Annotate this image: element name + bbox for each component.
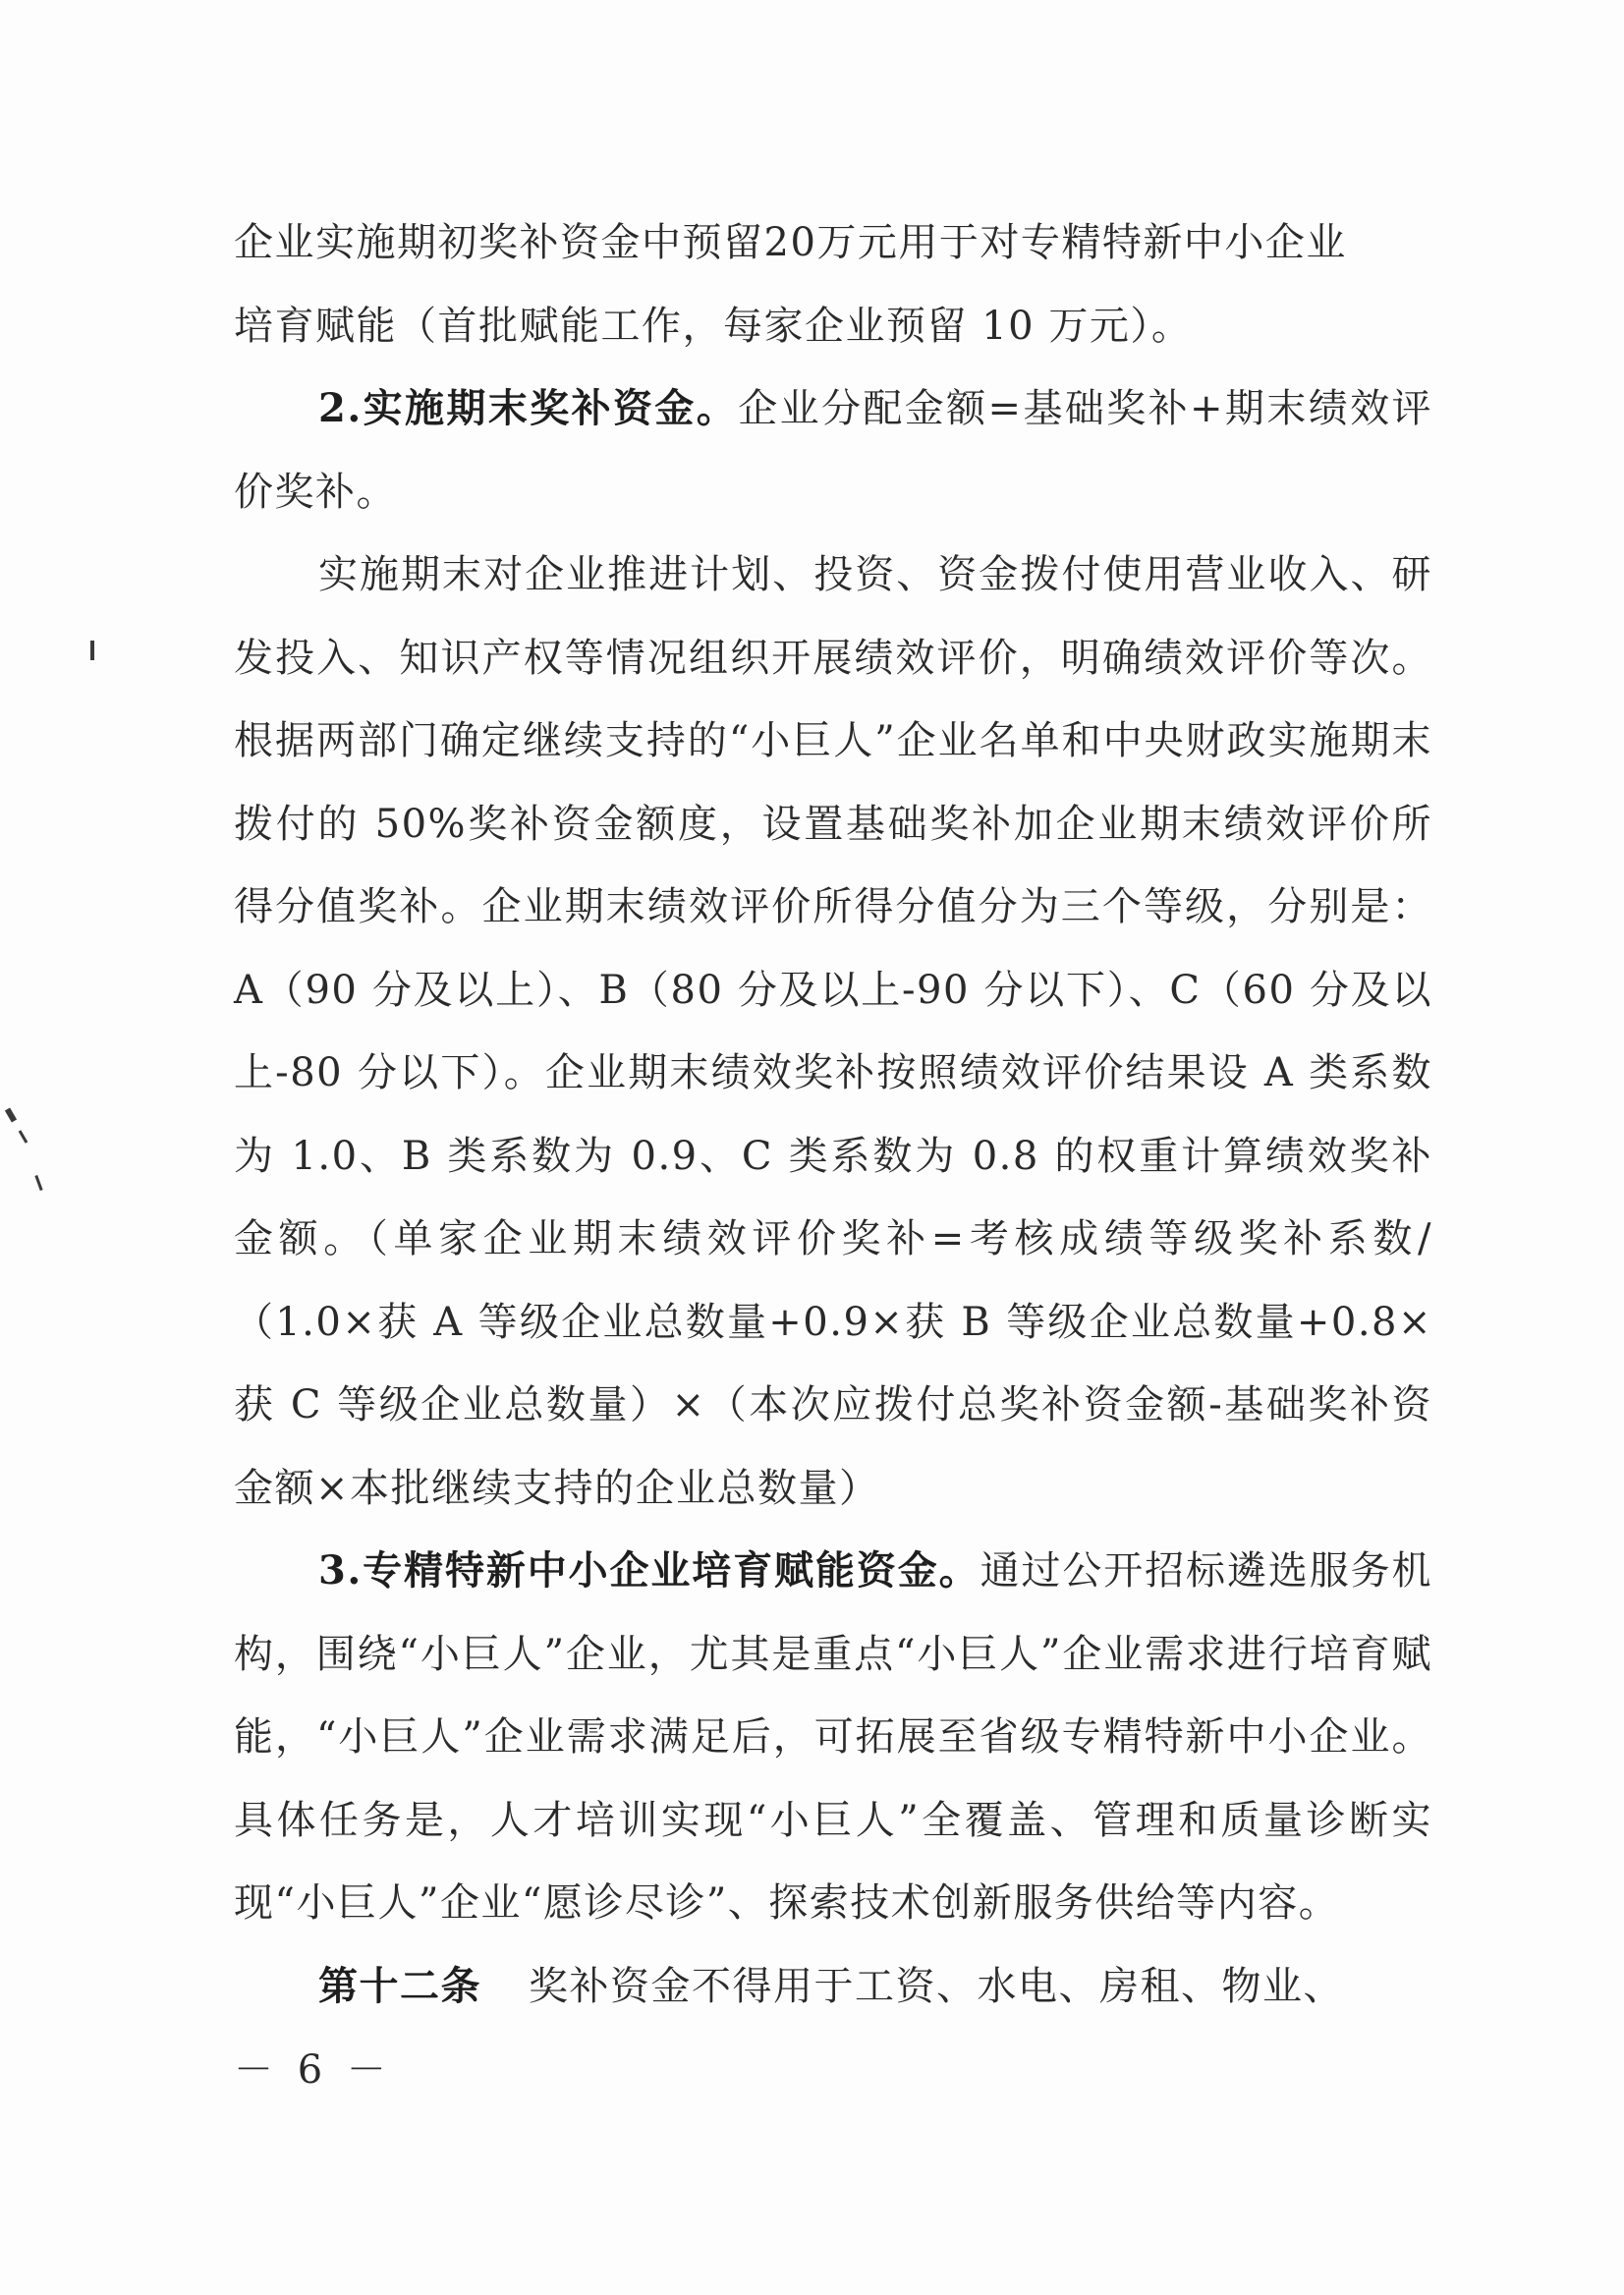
text-line: 培育赋能（首批赋能工作，每家企业预留 10 万元）。	[234, 303, 1193, 349]
section-heading: 2.实施期末奖补资金。	[318, 385, 739, 431]
paragraph-text: 实施期末对企业推进计划、投资、资金拨付使用营业收入、研发投入、知识产权等情况组织开展绩效评价，明确绩效评价等次。根据两部门确定继续支持的“小巨人”企业名单和中央财政实施期末拨付的 50%奖补资金额度，设置基础奖补加企业期末绩效评价所得分值奖补。企业期末绩效评价所得分值分为三个等级，分别是：A（90 分及以上）、B（80 分及以上-90 分以下）、C（60 分及以上-80 分以下）。企业期末绩效奖补按照绩效评价结果设 A 类系数为 1.0、B 类系数为 0.9、C 类系数为 0.8 的权重计算绩效奖补金额。（单家企业期末绩效评价奖补=考核成绩等级奖补系数/（1.0×获 A 等级企业总数量+0.9×获 B 等级企业总数量+0.8×获 C 等级企业总数量）×（本次应拨付总奖补资金额-基础奖补资金额×本批继续支持的企业总数量）	[234, 552, 1432, 1511]
scan-speck	[5, 1107, 17, 1122]
paragraph-continuation	[234, 201, 1432, 367]
text-line: 企业实施期初奖补资金中预留20万元用于对专精特新中小企业	[234, 220, 1347, 265]
scan-speck	[34, 1175, 42, 1191]
document-body	[234, 201, 1432, 2028]
section-heading: 3.专精特新中小企业培育赋能资金。	[318, 1547, 980, 1594]
paragraph-text: 企业分配金额=基础奖补+期末绩效评价奖补。	[234, 386, 1432, 515]
paragraph-text: 奖补资金不得用于工资、水电、房租、物业、	[529, 1963, 1344, 2009]
paragraph-end-of-period-funds	[234, 367, 1432, 533]
article-title: 第十二条	[318, 1963, 481, 2009]
scan-speck	[90, 641, 94, 660]
paragraph-performance-evaluation	[234, 533, 1432, 1530]
paragraph-cultivation-funds	[234, 1530, 1432, 1945]
scan-speck	[19, 1130, 28, 1144]
paragraph-text: 通过公开招标遴选服务机构，围绕“小巨人”企业，尤其是重点“小巨人”企业需求进行培育赋能，“小巨人”企业需求满足后，可拓展至省级专精特新中小企业。具体任务是，人才培训实现“小巨人”全覆盖、管理和质量诊断实现“小巨人”企业“愿诊尽诊”、探索技术创新服务供给等内容。	[234, 1548, 1432, 1926]
page-number: － 6 －	[234, 2047, 392, 2093]
paragraph-article-twelve	[234, 1945, 1432, 2029]
